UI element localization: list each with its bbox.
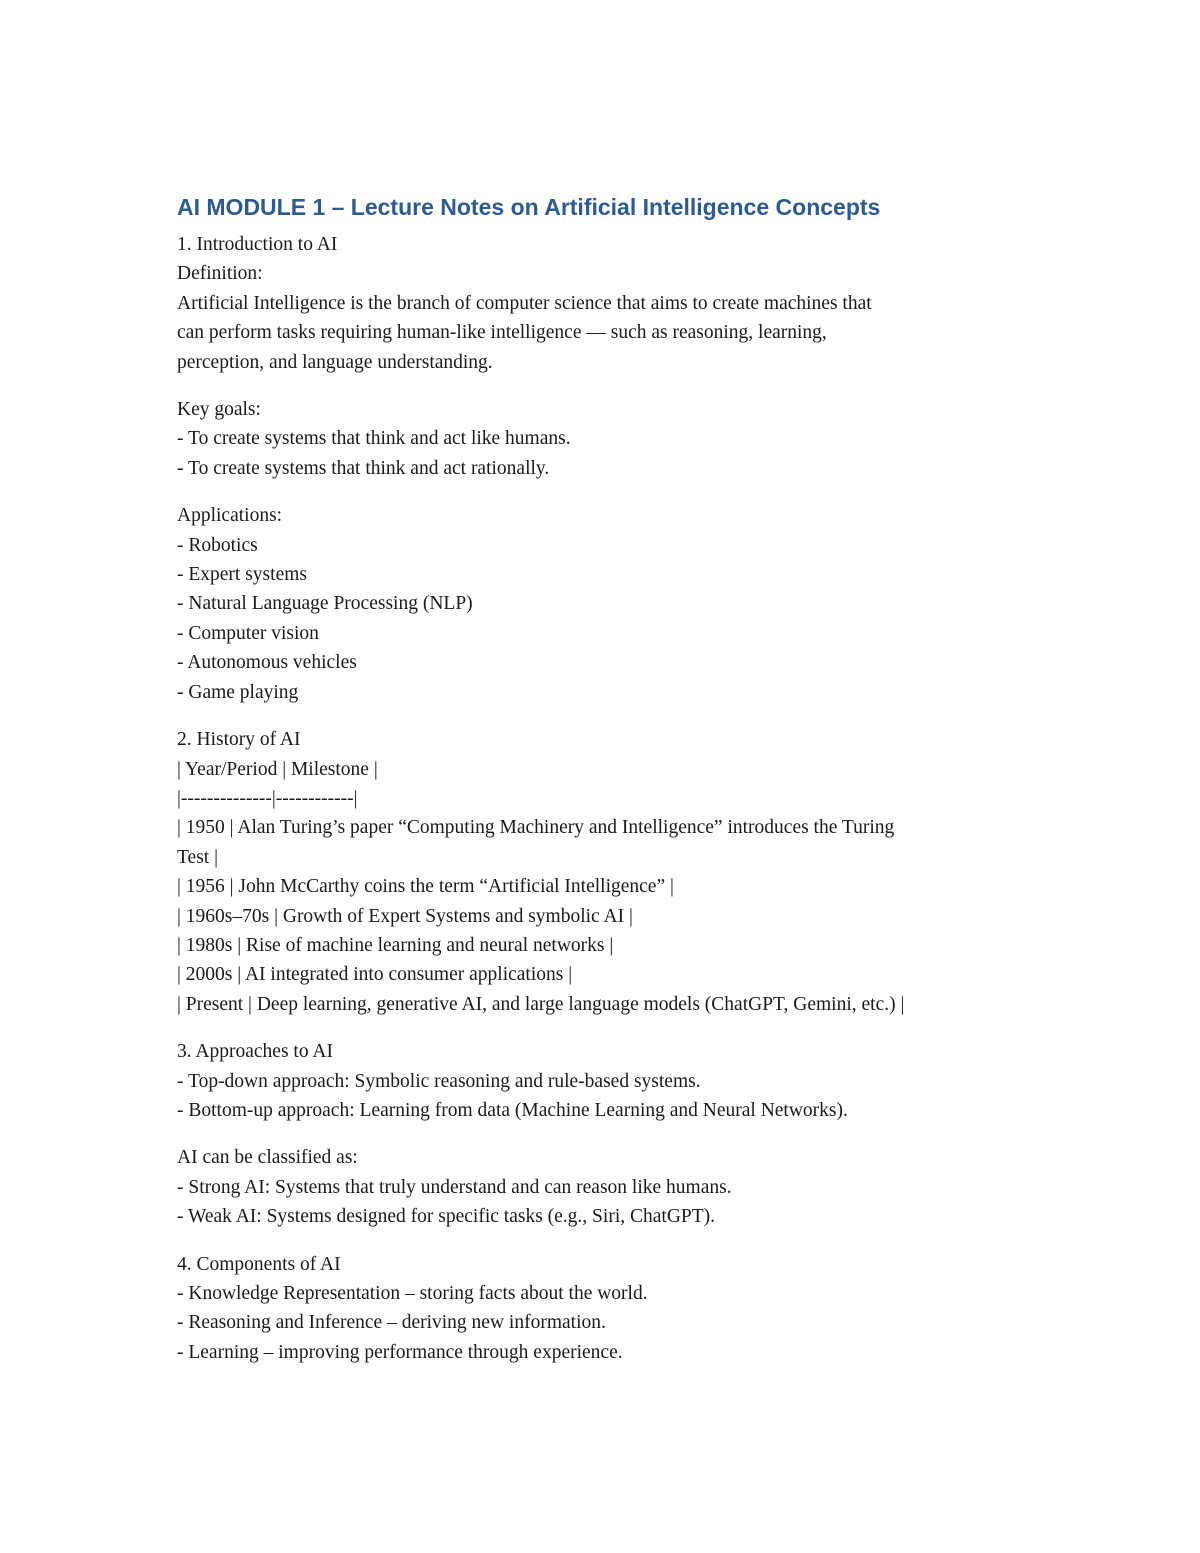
definition-label: Definition: [177, 263, 263, 285]
list-item: - Knowledge Representation – storing facts about the world. [177, 1283, 648, 1304]
subheading: Key goals: [177, 399, 261, 421]
list-item: - Computer vision [177, 622, 319, 644]
table-row: | 1956 | John McCarthy coins the term “Artificial Intelligence” | [177, 876, 674, 898]
paragraph-gap [177, 1019, 1037, 1037]
section-key-goals [177, 395, 1037, 483]
definition-text-line: Artificial Intelligence is the branch of computer science that aims to create machines that [177, 292, 872, 314]
list-item: - Robotics [177, 534, 258, 556]
section-heading: 2. History of AI [177, 729, 301, 751]
list-item: - To create systems that think and act like humans. [177, 428, 571, 450]
paragraph-gap [177, 1125, 1037, 1143]
list-item: - Expert systems [177, 564, 307, 586]
section-applications [177, 501, 1037, 707]
definition-text-line: perception, and language understanding. [177, 351, 493, 373]
definition-text-line: can perform tasks requiring human-like intelligence — such as reasoning, learning, [177, 322, 827, 344]
section-components [177, 1250, 1037, 1368]
list-item: - Natural Language Processing (NLP) [177, 593, 473, 615]
table-row: | Present | Deep learning, generative AI, and large language models (ChatGPT, Gemini, etc.) | [177, 993, 905, 1015]
section-introduction [177, 230, 1037, 377]
list-item: - Strong AI: Systems that truly understand and can reason like humans. [177, 1176, 732, 1198]
table-row: | 1960s–70s | Growth of Expert Systems and symbolic AI | [177, 905, 633, 927]
table-separator-row: |--------------|------------| [177, 787, 358, 809]
section-heading: 4. Components of AI [177, 1253, 341, 1275]
list-item: - Top-down approach: Symbolic reasoning and rule-based systems. [177, 1070, 701, 1092]
table-row: | 2000s | AI integrated into consumer applications | [177, 964, 573, 986]
table-row: | 1950 | Alan Turing’s paper “Computing Machinery and Intelligence” introduces the Turing [177, 817, 895, 839]
paragraph-gap [177, 483, 1037, 501]
paragraph-gap [177, 1232, 1037, 1250]
list-item: - Game playing [177, 681, 299, 703]
section-classification [177, 1143, 1037, 1231]
paragraph-gap [177, 707, 1037, 725]
list-item: - To create systems that think and act rationally. [177, 457, 550, 479]
section-history [177, 725, 1037, 1019]
document-page [177, 190, 1037, 1367]
paragraph-gap [177, 377, 1037, 395]
table-row: | 1980s | Rise of machine learning and neural networks | [177, 934, 614, 956]
section-heading: 1. Introduction to AI [177, 234, 338, 255]
subheading: Applications: [177, 505, 283, 527]
section-approaches [177, 1037, 1037, 1125]
table-row-continuation: Test | [177, 846, 218, 868]
list-item: - Learning – improving performance through experience. [177, 1341, 623, 1363]
list-item: - Bottom-up approach: Learning from data (Machine Learning and Neural Networks). [177, 1099, 848, 1121]
list-item: - Autonomous vehicles [177, 652, 357, 674]
table-header-row: | Year/Period | Milestone | [177, 758, 378, 780]
section-heading: 3. Approaches to AI [177, 1041, 333, 1063]
list-item: - Weak AI: Systems designed for specific tasks (e.g., Siri, ChatGPT). [177, 1206, 716, 1228]
list-item: - Reasoning and Inference – deriving new information. [177, 1312, 606, 1334]
document-title: AI MODULE 1 – Lecture Notes on Artificial Intelligence Concepts [177, 194, 881, 220]
subheading: AI can be classified as: [177, 1147, 358, 1169]
